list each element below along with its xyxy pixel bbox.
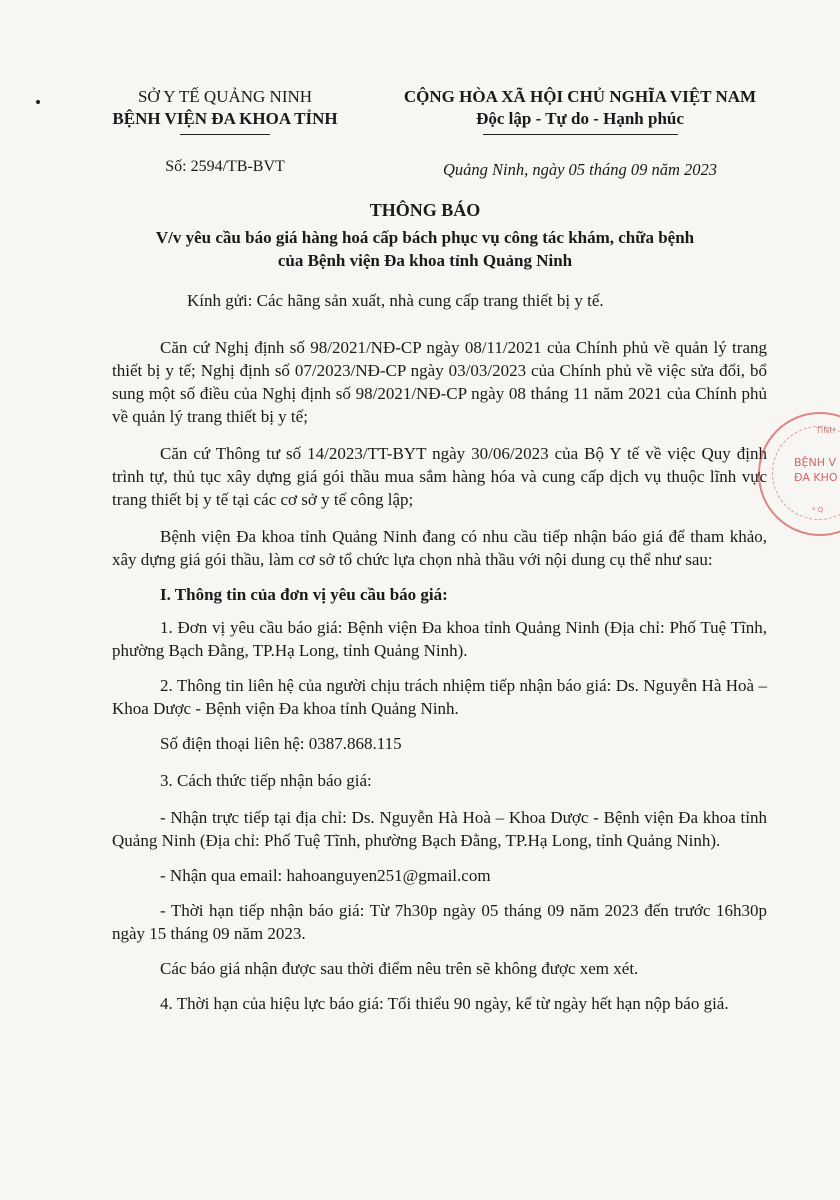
direct-submission: - Nhận trực tiếp tại địa chỉ: Ds. Nguyễn Hà Hoà – Khoa Dược - Bệnh viện Đa khoa tỉnh Quảng Ninh (Địa chỉ: Phố Tuệ Tĩnh, phường Bạch Đằng, TP.Hạ Long, tỉnh Quảng Ninh). bbox=[112, 808, 767, 850]
item-3: 3. Cách thức tiếp nhận báo giá: bbox=[160, 771, 372, 790]
issuer-header bbox=[90, 86, 360, 135]
greeting: Kính gửi: Các hãng sản xuất, nhà cung cấp trang thiết bị y tế. bbox=[187, 291, 604, 310]
late-notice: Các báo giá nhận được sau thời điểm nêu trên sẽ không được xem xét. bbox=[160, 959, 639, 978]
hospital-name: BỆNH VIỆN ĐA KHOA TỈNH bbox=[112, 109, 338, 128]
header-rule-left bbox=[180, 134, 270, 135]
section-heading-1: I. Thông tin của đơn vị yêu cầu báo giá: bbox=[160, 585, 448, 604]
national-motto: Độc lập - Tự do - Hạnh phúc bbox=[476, 109, 684, 128]
document-title: THÔNG BÁO bbox=[369, 200, 481, 220]
submission-deadline: - Thời hạn tiếp nhận báo giá: Từ 7h30p ngày 05 tháng 09 năm 2023 đến trước 16h30p ngày 15 tháng 09 năm 2023. bbox=[112, 901, 767, 943]
seal-bottom-text: * Q bbox=[812, 506, 824, 514]
document-body bbox=[112, 336, 767, 1015]
official-seal bbox=[758, 412, 840, 536]
nation-name: CỘNG HÒA XÃ HỘI CHỦ NGHĨA VIỆT NAM bbox=[403, 87, 757, 106]
subject-line-2: của Bệnh viện Đa khoa tỉnh Quảng Ninh bbox=[277, 251, 573, 270]
document-subject bbox=[80, 226, 770, 272]
legal-basis-2: Căn cứ Thông tư số 14/2023/TT-BYT ngày 30/06/2023 của Bộ Y tế về việc Quy định trình tự, thủ tục xây dựng giá gói thầu mua sắm hàng hóa và cung cấp dịch vụ thuộc lĩnh vực trang thiết bị y tế tại các cơ sở y tế công lập; bbox=[112, 444, 767, 509]
contact-phone: Số điện thoại liên hệ: 0387.868.115 bbox=[160, 734, 402, 753]
seal-text-1: BỆNH V bbox=[794, 456, 837, 469]
subject-line-1: V/v yêu cầu báo giá hàng hoá cấp bách phục vụ công tác khám, chữa bệnh bbox=[155, 228, 695, 247]
national-header bbox=[375, 86, 785, 135]
header-rule-right bbox=[483, 134, 678, 135]
item-1: 1. Đơn vị yêu cầu báo giá: Bệnh viện Đa khoa tỉnh Quảng Ninh (Địa chỉ: Phố Tuệ Tĩnh, phường Bạch Đằng, TP.Hạ Long, tỉnh Quảng Ninh). bbox=[112, 618, 767, 660]
seal-text-2: ĐA KHO bbox=[794, 471, 838, 484]
legal-basis-1: Căn cứ Nghị định số 98/2021/NĐ-CP ngày 08/11/2021 của Chính phủ về quản lý trang thiết bị y tế; Nghị định số 07/2023/NĐ-CP ngày 03/03/2023 của Chính phủ về việc sửa đổi, bổ sung một số điều của Nghị định số 98/2021/NĐ-CP ngày 08 tháng 11 năm 2021 của Chính phủ về quản lý trang thiết bị y tế; bbox=[112, 338, 767, 426]
item-2: 2. Thông tin liên hệ của người chịu trách nhiệm tiếp nhận báo giá: Ds. Nguyễn Hà Hoà – Khoa Dược - Bệnh viện Đa khoa tỉnh Quảng Ninh. bbox=[112, 676, 767, 718]
purpose-paragraph: Bệnh viện Đa khoa tỉnh Quảng Ninh đang có nhu cầu tiếp nhận báo giá để tham khảo, xây dựng giá gói thầu, làm cơ sở tổ chức lựa chọn nhà thầu với nội dung cụ thể như sau: bbox=[112, 527, 767, 569]
email-submission: - Nhận qua email: hahoanguyen251@gmail.com bbox=[160, 866, 491, 885]
document-number: Số: 2594/TB-BVT bbox=[165, 158, 285, 175]
agency-name: SỞ Y TẾ QUẢNG NINH bbox=[137, 87, 313, 106]
item-4: 4. Thời hạn của hiệu lực báo giá: Tối thiểu 90 ngày, kể từ ngày hết hạn nộp báo giá. bbox=[160, 994, 729, 1013]
seal-top-text: TỈNH bbox=[816, 426, 836, 435]
place-date: Quảng Ninh, ngày 05 tháng 09 năm 2023 bbox=[442, 160, 718, 179]
scan-speck bbox=[36, 100, 40, 104]
